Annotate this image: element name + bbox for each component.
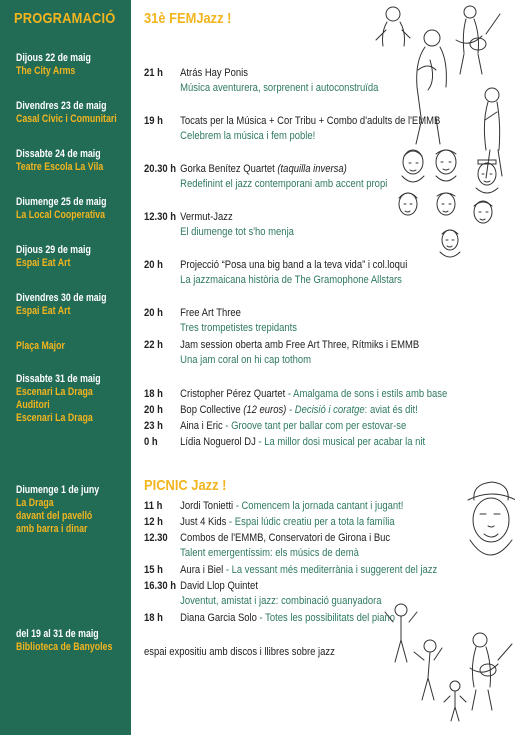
- portrait-sketch: [402, 150, 424, 182]
- guitarist-sketch: [456, 6, 500, 74]
- sidebar-entry: Dijous 29 de maig Espai Eat Art: [16, 244, 91, 269]
- hat-portrait-sketch: [468, 482, 515, 555]
- festival-title: 31è FEMJazz !: [144, 10, 232, 27]
- sidebar-entry: Diumenge 1 de juny La Draga davant del pavelló amb barra i dinar: [16, 484, 100, 535]
- sidebar-entry: Divendres 23 de maig Casal Cívic i Comunitari: [16, 100, 117, 125]
- sidebar-entry: Dissabte 24 de maig Teatre Escola La Vila: [16, 148, 104, 173]
- sidebar-entry: Diumenge 25 de maig La Local Cooperativa: [16, 196, 107, 221]
- sidebar-entry: Divendres 30 de maig Espai Eat Art Plaça Major: [16, 292, 107, 352]
- portrait-sketch: [399, 193, 417, 215]
- sidebar-entry: Dissabte 31 de maig Escenari La Draga Auditori Escenari La Draga: [16, 373, 101, 424]
- sidebar-entry: Dijous 22 de maig The City Arms: [16, 52, 91, 77]
- guitar-player-sketch: [470, 633, 512, 710]
- portrait-sketch: [476, 160, 498, 193]
- portrait-sketch: [474, 201, 492, 223]
- portrait-sketch: [440, 230, 460, 257]
- singer-sketch: [376, 7, 410, 46]
- portrait-sketch: [437, 193, 455, 215]
- child-sketch: [444, 681, 466, 721]
- portrait-sketch: [436, 150, 456, 181]
- dancer-sketch: [414, 640, 442, 700]
- sidebar: [0, 0, 131, 735]
- picnic-title: PICNIC Jazz !: [144, 477, 227, 494]
- sidebar-entry: del 19 al 31 de maig Biblioteca de Banyoles: [16, 628, 113, 653]
- bass-player-sketch: [484, 88, 502, 178]
- programacio-title: PROGRAMACIÓ: [14, 10, 116, 27]
